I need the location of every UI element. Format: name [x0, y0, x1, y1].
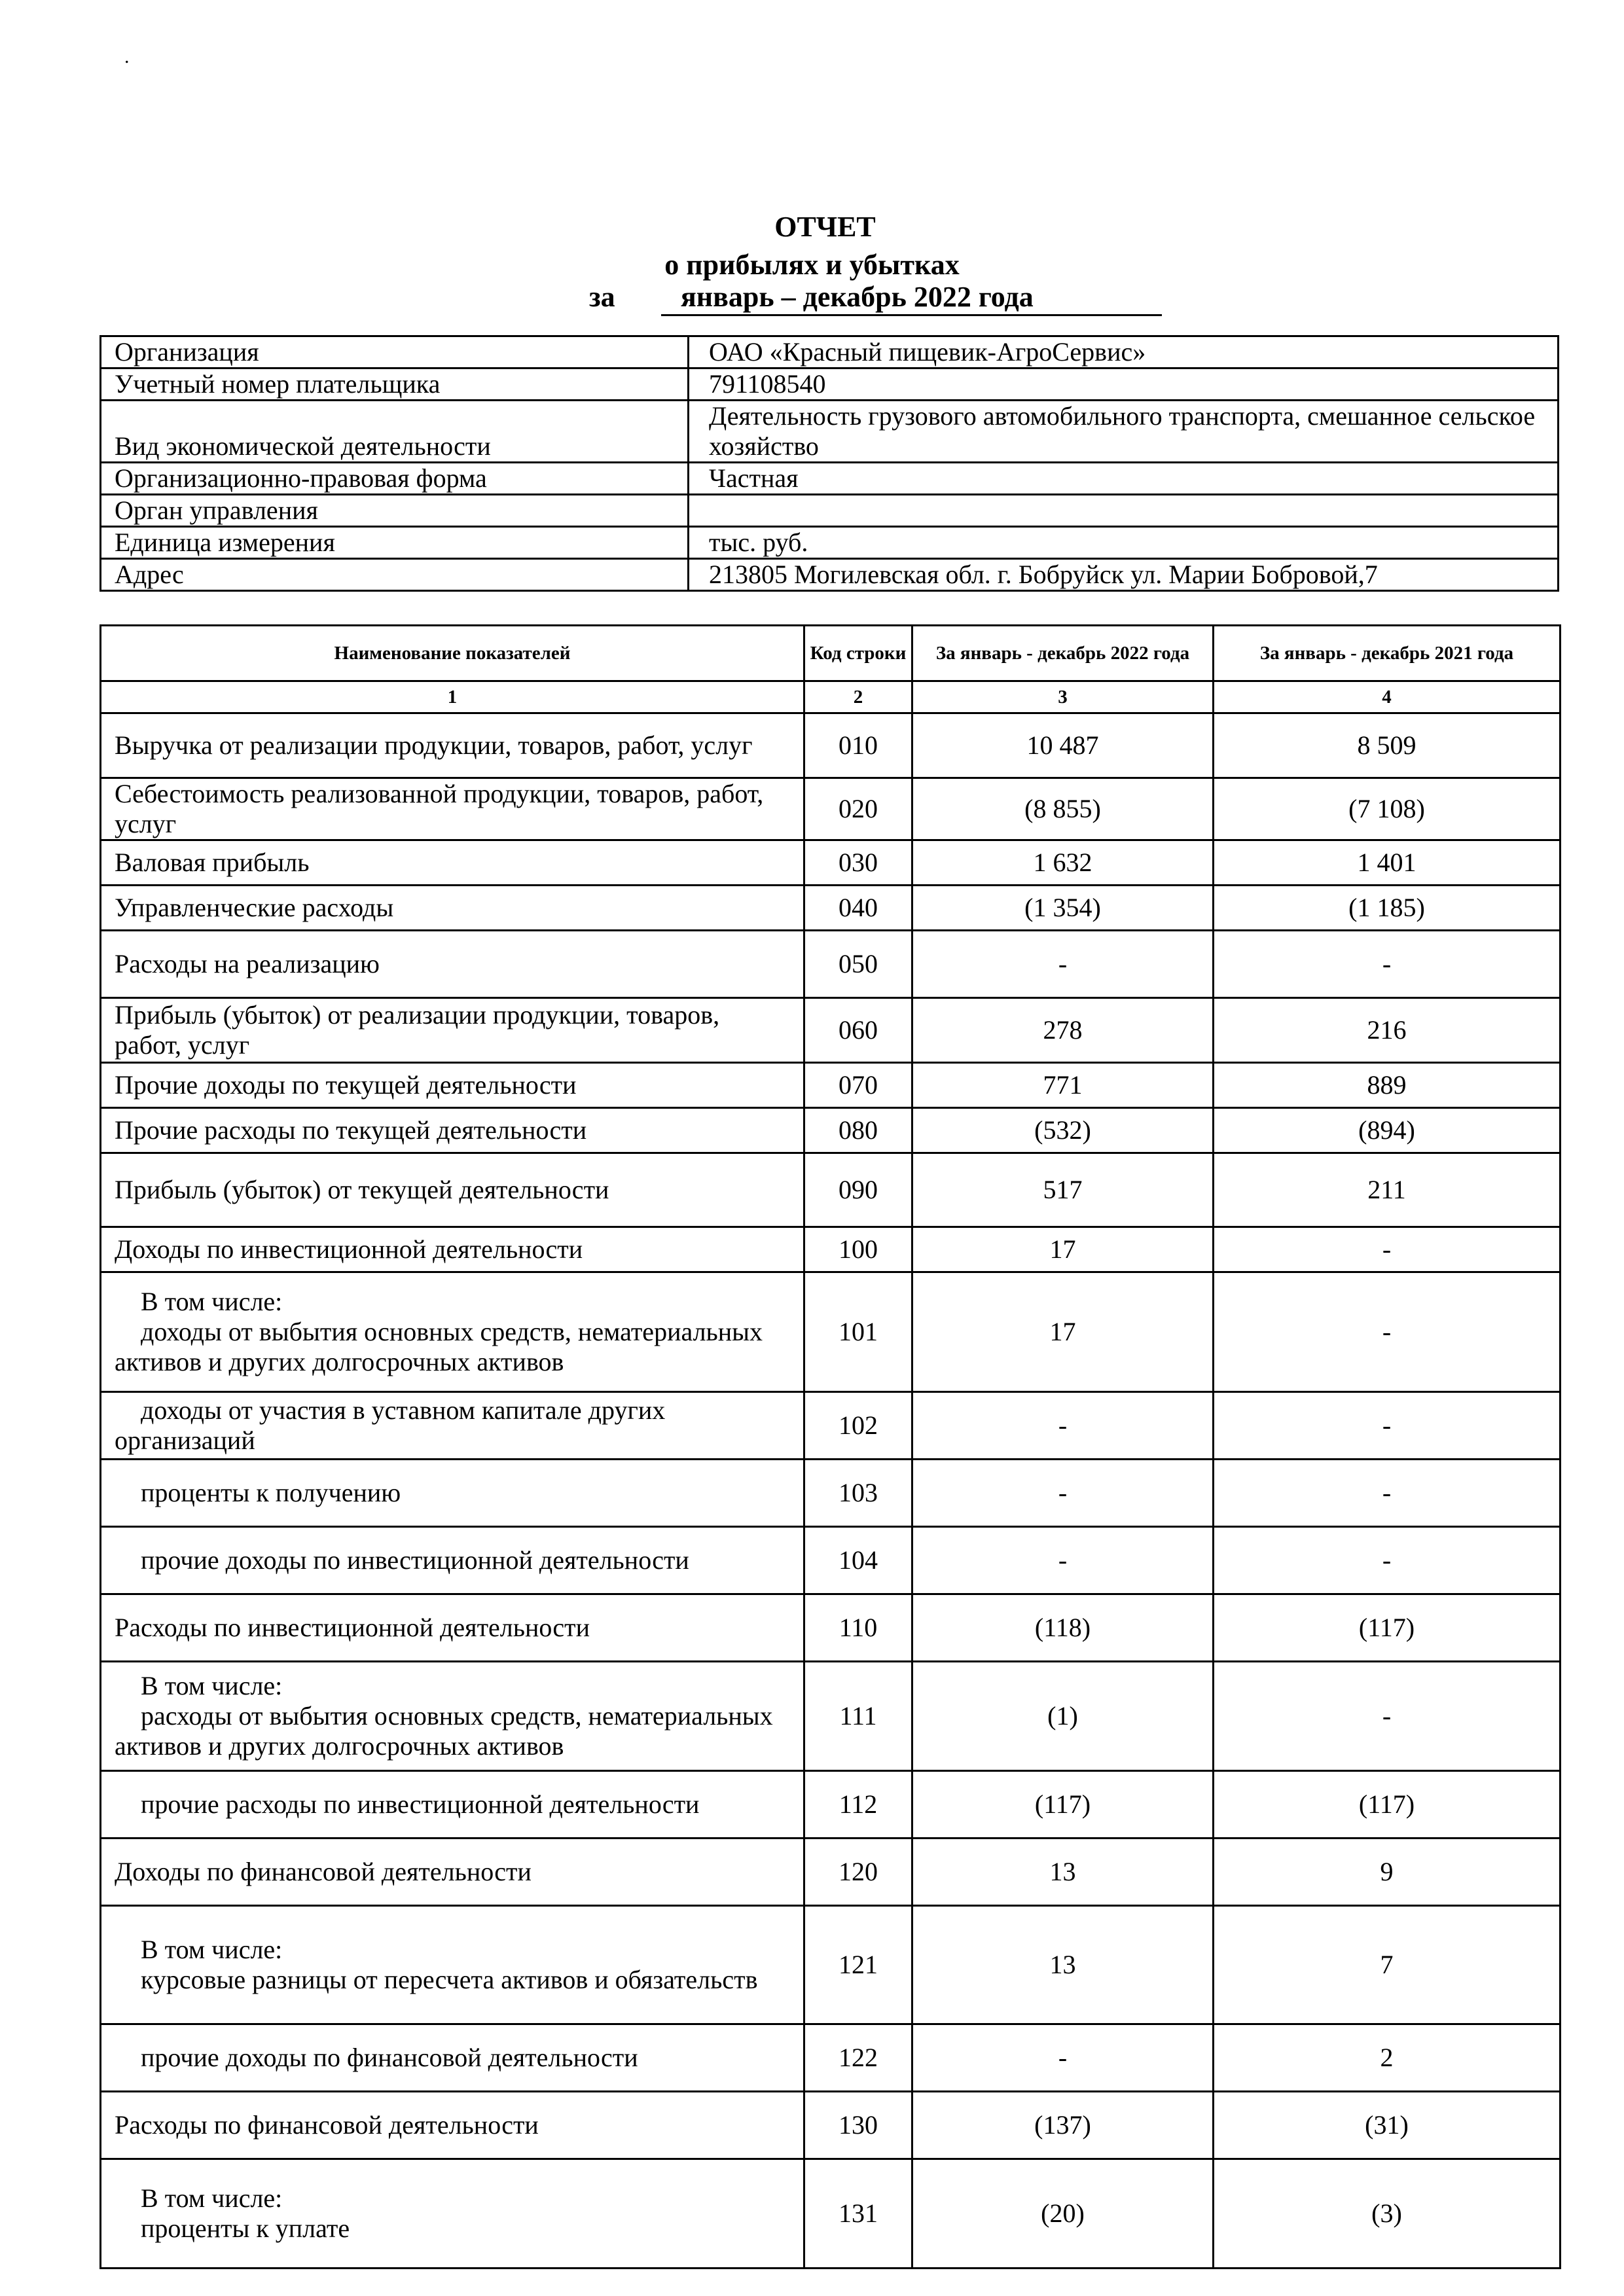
row-name	[101, 1771, 804, 1839]
value-2021: 889	[1214, 1063, 1561, 1108]
value-2021: -	[1214, 1460, 1561, 1527]
row-name	[101, 931, 804, 998]
row-code: 121	[804, 1906, 912, 2024]
info-value: тыс. руб.	[689, 527, 1559, 559]
info-label: Организация	[101, 336, 689, 368]
row-code: 130	[804, 2092, 912, 2159]
value-2021: (117)	[1214, 1594, 1561, 1662]
value-2022: 17	[912, 1227, 1214, 1272]
table-row	[101, 2159, 1561, 2269]
value-2022: (8 855)	[912, 778, 1214, 840]
value-2022: (1 354)	[912, 886, 1214, 931]
row-label: проценты к уплате	[141, 2214, 350, 2243]
info-value: 213805 Могилевская обл. г. Бобруйск ул. Марии Бобровой,7	[689, 559, 1559, 591]
row-code: 030	[804, 840, 912, 886]
row-label: Доходы по инвестиционной деятельности	[115, 1234, 583, 1264]
row-name	[101, 1839, 804, 1906]
value-2022: (1)	[912, 1662, 1214, 1771]
row-code: 122	[804, 2024, 912, 2092]
row-label: доходы от участия в уставном капитале других организаций	[115, 1395, 666, 1455]
value-2022: (117)	[912, 1771, 1214, 1839]
row-name	[101, 1594, 804, 1662]
table-row	[101, 998, 1561, 1063]
row-label: Валовая прибыль	[115, 848, 310, 877]
info-row	[101, 336, 1559, 368]
row-name	[101, 1227, 804, 1272]
value-2021: 8 509	[1214, 713, 1561, 778]
table-row	[101, 2024, 1561, 2092]
value-2022: 13	[912, 1839, 1214, 1906]
row-code: 040	[804, 886, 912, 931]
info-value: ОАО «Красный пищевик-АгроСервис»	[689, 336, 1559, 368]
value-2021: 2	[1214, 2024, 1561, 2092]
row-name	[101, 1662, 804, 1771]
title-line-1: ОТЧЕТ	[774, 211, 876, 243]
value-2022: 517	[912, 1153, 1214, 1227]
row-name	[101, 1527, 804, 1594]
value-2022: (20)	[912, 2159, 1214, 2269]
table-row	[101, 1153, 1561, 1227]
table-row	[101, 1662, 1561, 1771]
row-label: Себестоимость реализованной продукции, товаров, работ, услуг	[115, 779, 764, 838]
row-label: курсовые разницы от пересчета активов и обязательств	[141, 1965, 758, 1994]
row-code: 070	[804, 1063, 912, 1108]
table-row	[101, 1108, 1561, 1153]
value-2021: -	[1214, 1227, 1561, 1272]
row-code: 102	[804, 1392, 912, 1460]
row-code: 112	[804, 1771, 912, 1839]
table-row	[101, 778, 1561, 840]
col-number: 3	[912, 681, 1214, 713]
info-label: Орган управления	[101, 495, 689, 527]
organization-info-table	[99, 335, 1559, 592]
row-name	[101, 840, 804, 886]
col-header-2021: За январь - декабрь 2021 года	[1214, 626, 1561, 681]
row-prefix: В том числе:	[141, 1287, 283, 1316]
row-label: расходы от выбытия основных средств, нематериальных активов и других долгосрочных активов	[115, 1701, 773, 1761]
value-2022: (118)	[912, 1594, 1214, 1662]
column-number-row	[101, 681, 1561, 713]
row-prefix: В том числе:	[141, 1671, 283, 1700]
row-name	[101, 2024, 804, 2092]
col-number: 2	[804, 681, 912, 713]
row-label: Расходы на реализацию	[115, 949, 380, 978]
value-2022: 17	[912, 1272, 1214, 1392]
value-2021: -	[1214, 1527, 1561, 1594]
info-row	[101, 368, 1559, 401]
info-label: Единица измерения	[101, 527, 689, 559]
row-code: 090	[804, 1153, 912, 1227]
row-label: Прочие расходы по текущей деятельности	[115, 1115, 587, 1145]
value-2022: 13	[912, 1906, 1214, 2024]
row-name	[101, 1153, 804, 1227]
table-row	[101, 1906, 1561, 2024]
row-code: 060	[804, 998, 912, 1063]
value-2022: 278	[912, 998, 1214, 1063]
row-label: Прибыль (убыток) от текущей деятельности	[115, 1175, 609, 1204]
row-name	[101, 1460, 804, 1527]
col-header-2022: За январь - декабрь 2022 года	[912, 626, 1214, 681]
profit-loss-table	[99, 624, 1561, 2269]
row-code: 020	[804, 778, 912, 840]
row-name	[101, 2159, 804, 2269]
col-number: 4	[1214, 681, 1561, 713]
row-name	[101, 1906, 804, 2024]
row-prefix: В том числе:	[141, 2183, 283, 2213]
row-label: Прочие доходы по текущей деятельности	[115, 1070, 577, 1100]
value-2022: 1 632	[912, 840, 1214, 886]
row-code: 103	[804, 1460, 912, 1527]
value-2021: -	[1214, 1392, 1561, 1460]
row-label: Прибыль (убыток) от реализации продукции, товаров, работ, услуг	[115, 1000, 720, 1060]
row-name	[101, 1063, 804, 1108]
row-code: 100	[804, 1227, 912, 1272]
value-2022: -	[912, 1460, 1214, 1527]
info-row	[101, 401, 1559, 463]
value-2021: -	[1214, 1662, 1561, 1771]
row-label: прочие доходы по финансовой деятельности	[141, 2043, 638, 2072]
row-label: Управленческие расходы	[115, 893, 394, 922]
value-2021: (7 108)	[1214, 778, 1561, 840]
row-label: доходы от выбытия основных средств, нематериальных активов и других долгосрочных активов	[115, 1317, 763, 1376]
row-name	[101, 1392, 804, 1460]
info-row	[101, 527, 1559, 559]
info-row	[101, 495, 1559, 527]
value-2021: 7	[1214, 1906, 1561, 2024]
table-row	[101, 1063, 1561, 1108]
table-row	[101, 713, 1561, 778]
row-name	[101, 778, 804, 840]
value-2021: 216	[1214, 998, 1561, 1063]
info-value: 791108540	[689, 368, 1559, 401]
value-2022: 771	[912, 1063, 1214, 1108]
col-header-name: Наименование показателей	[101, 626, 804, 681]
row-label: прочие доходы по инвестиционной деятельности	[141, 1545, 689, 1575]
row-label: Доходы по финансовой деятельности	[115, 1857, 532, 1886]
value-2022: (137)	[912, 2092, 1214, 2159]
value-2022: -	[912, 1527, 1214, 1594]
row-code: 120	[804, 1839, 912, 1906]
value-2022: -	[912, 2024, 1214, 2092]
info-label: Учетный номер плательщика	[101, 368, 689, 401]
row-code: 080	[804, 1108, 912, 1153]
value-2021: (117)	[1214, 1771, 1561, 1839]
row-name	[101, 886, 804, 931]
row-code: 010	[804, 713, 912, 778]
table-row	[101, 1460, 1561, 1527]
value-2021: -	[1214, 1272, 1561, 1392]
info-label: Вид экономической деятельности	[101, 401, 689, 463]
value-2021: (894)	[1214, 1108, 1561, 1153]
info-label: Адрес	[101, 559, 689, 591]
row-name	[101, 1108, 804, 1153]
stray-dot: .	[124, 46, 130, 67]
value-2021: (1 185)	[1214, 886, 1561, 931]
value-2021: 211	[1214, 1153, 1561, 1227]
table-row	[101, 1392, 1561, 1460]
info-value: Частная	[689, 463, 1559, 495]
info-row	[101, 463, 1559, 495]
table-row	[101, 931, 1561, 998]
table-row	[101, 840, 1561, 886]
row-label: проценты к получению	[141, 1478, 401, 1507]
row-name	[101, 1272, 804, 1392]
row-label: Выручка от реализации продукции, товаров, работ, услуг	[115, 730, 753, 760]
header-row	[101, 626, 1561, 681]
period-value: январь – декабрь 2022 года	[661, 280, 1162, 316]
row-label: Расходы по инвестиционной деятельности	[115, 1613, 590, 1642]
row-label: Расходы по финансовой деятельности	[115, 2110, 539, 2140]
value-2022: -	[912, 1392, 1214, 1460]
row-code: 050	[804, 931, 912, 998]
row-name	[101, 2092, 804, 2159]
table-row	[101, 1272, 1561, 1392]
value-2021: 9	[1214, 1839, 1561, 1906]
value-2021: (31)	[1214, 2092, 1561, 2159]
table-row	[101, 1839, 1561, 1906]
row-code: 101	[804, 1272, 912, 1392]
info-label: Организационно-правовая форма	[101, 463, 689, 495]
row-prefix: В том числе:	[141, 1935, 283, 1964]
info-value: Деятельность грузового автомобильного транспорта, смешанное сельское хозяйство	[689, 401, 1559, 463]
value-2022: (532)	[912, 1108, 1214, 1153]
table-row	[101, 1527, 1561, 1594]
table-row	[101, 1227, 1561, 1272]
value-2021: 1 401	[1214, 840, 1561, 886]
title-line-2: о прибылях и убытках	[664, 249, 960, 281]
table-row	[101, 1594, 1561, 1662]
col-header-code: Код строки	[804, 626, 912, 681]
row-label: прочие расходы по инвестиционной деятельности	[141, 1789, 700, 1819]
row-code: 131	[804, 2159, 912, 2269]
info-value	[689, 495, 1559, 527]
value-2021: (3)	[1214, 2159, 1561, 2269]
value-2022: 10 487	[912, 713, 1214, 778]
table-row	[101, 2092, 1561, 2159]
row-code: 110	[804, 1594, 912, 1662]
table-row	[101, 1771, 1561, 1839]
period-prefix: за	[589, 281, 615, 313]
info-row	[101, 559, 1559, 591]
table-row	[101, 886, 1561, 931]
row-name	[101, 998, 804, 1063]
row-code: 111	[804, 1662, 912, 1771]
col-number: 1	[101, 681, 804, 713]
value-2021: -	[1214, 931, 1561, 998]
report-title	[0, 208, 1624, 284]
value-2022: -	[912, 931, 1214, 998]
row-code: 104	[804, 1527, 912, 1594]
row-name	[101, 713, 804, 778]
